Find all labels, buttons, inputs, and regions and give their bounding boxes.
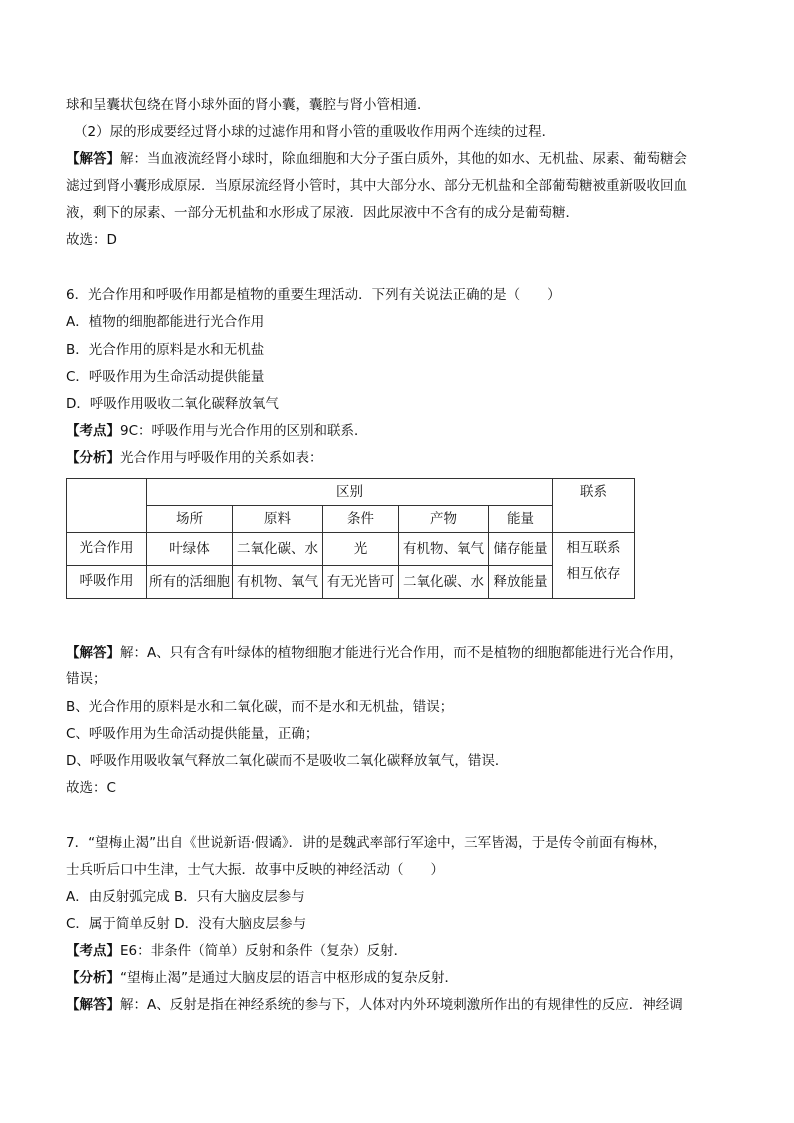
link-line: 相互依存 <box>566 566 621 582</box>
link-line: 相互联系 <box>566 540 621 556</box>
table-cell: 储存能量 <box>489 533 553 566</box>
option-a: A．植物的细胞都能进行光合作用 <box>66 314 265 330</box>
knowledge-point <box>66 421 736 441</box>
question-stem: 7．“望梅止渴”出自《世说新语·假谲》．讲的是魏武率部行军途中，三军皆渴，于是传令前面有梅林， <box>66 835 667 851</box>
answer-line <box>66 643 736 663</box>
answer-tag: 【解答】 <box>66 151 120 167</box>
answer-tag: 【解答】 <box>66 997 120 1013</box>
analysis-tag: 【分析】 <box>66 970 120 986</box>
link-cell <box>553 533 635 599</box>
group-header: 区别 <box>147 479 553 506</box>
option-d: D．呼吸作用吸收二氧化碳释放氧气 <box>66 396 279 412</box>
row-label: 呼吸作用 <box>67 566 147 599</box>
answer-line <box>66 149 736 169</box>
text-line: 液，剩下的尿素、一部分无机盐和水形成了尿液．因此尿液中不含有的成分是葡萄糖． <box>66 205 579 221</box>
comparison-table <box>66 478 635 599</box>
column-header: 产物 <box>399 506 489 533</box>
text-line: 滤过到肾小囊形成原尿．当原尿流经肾小管时，其中大部分水、部分无机盐和全部葡萄糖被重新吸收回血 <box>66 178 687 194</box>
column-header: 条件 <box>323 506 399 533</box>
text-line: （2）尿的形成要经过肾小球的过滤作用和肾小管的重吸收作用两个连续的过程． <box>74 124 556 140</box>
options-ab: A．由反射弧完成 B．只有大脑皮层参与 <box>66 889 305 905</box>
option-c: C．呼吸作用为生命活动提供能量 <box>66 369 265 385</box>
link-header: 联系 <box>553 479 635 533</box>
text-line: C、呼吸作用为生命活动提供能量，正确； <box>66 726 319 742</box>
answer-choice: 故选：C <box>66 780 116 796</box>
question-stem: 士兵听后口中生津，士气大振．故事中反映的神经活动（ ） <box>66 862 444 878</box>
column-header: 原料 <box>233 506 323 533</box>
answer-choice: 故选：D <box>66 232 117 248</box>
analysis-text: “望梅止渴”是通过大脑皮层的语言中枢形成的复杂反射． <box>120 970 458 986</box>
text-line: B、光合作用的原料是水和二氧化碳，而不是水和无机盐，错误； <box>66 699 454 715</box>
table-cell: 叶绿体 <box>147 533 233 566</box>
table-cell: 有无光皆可 <box>323 566 399 599</box>
knowledge-tag: 【考点】 <box>66 943 120 959</box>
table-cell: 光 <box>323 533 399 566</box>
table-cell: 有机物、氧气 <box>399 533 489 566</box>
table-cell: 有机物、氧气 <box>233 566 323 599</box>
answer-tag: 【解答】 <box>66 645 120 661</box>
answer-text: 解：当血液流经肾小球时，除血细胞和大分子蛋白质外，其他的如水、无机盐、尿素、葡萄糖会 <box>120 151 687 167</box>
answer-line <box>66 995 736 1015</box>
knowledge-text: 9C：呼吸作用与光合作用的区别和联系． <box>120 423 368 439</box>
table-cell: 释放能量 <box>489 566 553 599</box>
knowledge-text: E6：非条件（简单）反射和条件（复杂）反射． <box>120 943 408 959</box>
text-line: 球和呈囊状包绕在肾小球外面的肾小囊，囊腔与肾小管相通． <box>66 97 431 113</box>
analysis-text: 光合作用与呼吸作用的关系如表： <box>120 450 323 466</box>
answer-text: 解：A、反射是指在神经系统的参与下，人体对内外环境刺激所作出的有规律性的反应．神经调 <box>120 997 683 1013</box>
knowledge-tag: 【考点】 <box>66 423 120 439</box>
analysis-tag: 【分析】 <box>66 450 120 466</box>
table-cell: 二氧化碳、水 <box>399 566 489 599</box>
analysis-line <box>66 448 736 468</box>
analysis-line <box>66 968 736 988</box>
text-line: 错误； <box>66 671 107 687</box>
question-stem: 6．光合作用和呼吸作用都是植物的重要生理活动．下列有关说法正确的是（ ） <box>66 287 561 303</box>
table-cell: 所有的活细胞 <box>147 566 233 599</box>
row-label: 光合作用 <box>67 533 147 566</box>
text-line: D、呼吸作用吸收氧气释放二氧化碳而不是吸收二氧化碳释放氧气，错误． <box>66 753 509 769</box>
column-header: 场所 <box>147 506 233 533</box>
column-header: 能量 <box>489 506 553 533</box>
corner-cell <box>67 479 147 533</box>
options-cd: C．属于简单反射 D．没有大脑皮层参与 <box>66 916 307 932</box>
answer-text: 解：A、只有含有叶绿体的植物细胞才能进行光合作用，而不是植物的细胞都能进行光合作用， <box>120 645 683 661</box>
option-b: B．光合作用的原料是水和无机盐 <box>66 342 265 358</box>
knowledge-point <box>66 941 736 961</box>
table-cell: 二氧化碳、水 <box>233 533 323 566</box>
